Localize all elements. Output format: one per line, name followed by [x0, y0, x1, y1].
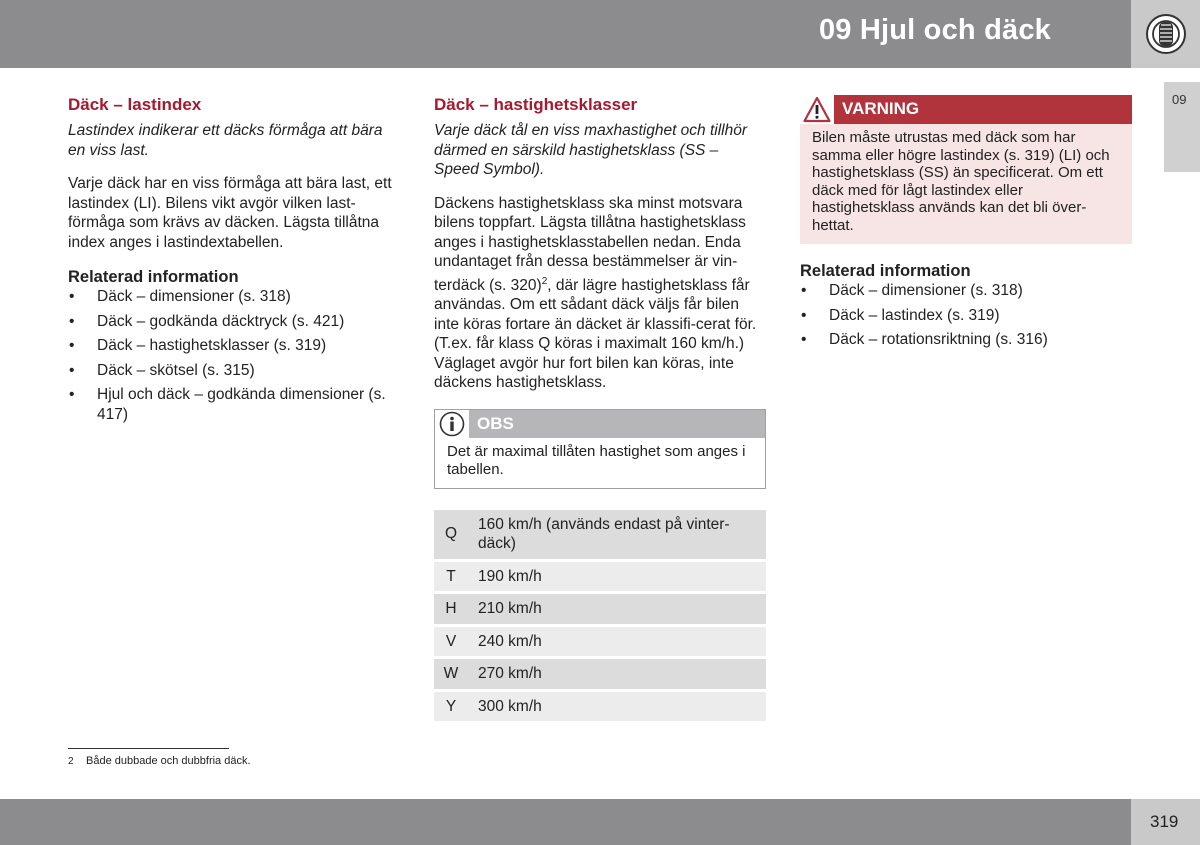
section-lead: Varje däck tål en viss maxhastighet och tillhör därmed en särskild hastighetsklass (SS – Speed Symbol).: [434, 122, 748, 178]
warning-box: [800, 95, 1132, 244]
table-row: [434, 659, 766, 689]
section-body: Varje däck har en viss förmåga att bära last, ett lastindex (LI). Bilens vikt avgör vilken last-förmåga som krävs av däcken. Lägsta tillåtna index anges i lastindextabellen.: [68, 175, 392, 251]
bullet-icon: •: [69, 361, 75, 379]
speed-value: 190 km/h: [468, 562, 766, 592]
footnote-text: Både dubbade och dubbfria däck.: [86, 755, 251, 767]
footnote-number: 2: [68, 756, 74, 767]
speed-code: H: [434, 594, 468, 624]
speed-code: Y: [434, 692, 468, 722]
table-row: [434, 562, 766, 592]
warning-label: VARNING: [842, 99, 920, 118]
info-icon: [439, 411, 465, 437]
header-icon-box: [1131, 0, 1200, 68]
chapter-side-tab[interactable]: [1164, 82, 1200, 172]
page-number: 319: [1150, 812, 1179, 831]
bullet-icon: •: [69, 288, 75, 305]
table-row: [434, 627, 766, 657]
related-link[interactable]: • Däck – hastighetsklasser (s. 319): [69, 337, 327, 354]
speed-code: T: [434, 562, 468, 592]
related-link[interactable]: • Däck – godkända däcktryck (s. 421): [69, 312, 345, 330]
related-list: [68, 287, 398, 424]
bullet-icon: •: [69, 386, 75, 403]
speed-code: V: [434, 627, 468, 657]
section-speed-class: [434, 95, 766, 724]
section-heading: Däck – lastindex: [68, 95, 202, 114]
speed-class-table: [434, 507, 766, 725]
bullet-icon: •: [801, 331, 807, 348]
related-heading: Relaterad information: [800, 262, 971, 280]
warning-header: [800, 95, 1132, 124]
warning-triangle-icon: [803, 96, 831, 123]
table-row: [434, 692, 766, 722]
chapter-side-tab-label: 09: [1172, 92, 1187, 107]
footnote: [68, 755, 251, 767]
section-load-index: [68, 95, 398, 429]
footnote-rule: [68, 748, 229, 749]
speed-code: Q: [434, 510, 468, 559]
note-header: [435, 410, 765, 438]
tire-icon: [1145, 13, 1187, 55]
footer-page-box: [1131, 799, 1200, 845]
related-link[interactable]: • Däck – rotationsriktning (s. 316): [801, 331, 1048, 348]
speed-value: 300 km/h: [468, 692, 766, 722]
note-box: [434, 409, 766, 489]
related-link[interactable]: • Hjul och däck – godkända dimensioner (s. 417): [69, 386, 386, 423]
bullet-icon: •: [801, 306, 807, 324]
footer-bar: [0, 799, 1131, 845]
section-body: Däckens hastighetsklass ska minst motsvara bilens toppfart. Lägsta tillåtna hastighetsklass anges i hastighetsklasstabellen nedan. Enda undantaget från dessa bestämmelser är vin-terdäck (s. 320)$^2$, där lägre hastighetsklass får användas. Om ett sådant däck väljs får bilen inte köras fortare än däcket är klassifi-cerat för. (T.ex. får klass Q köras i maximalt 160 km/h.) Väglaget avgör hur fort bilen kan köras, inte däckens hastighetsklass.: [434, 194, 757, 392]
header-bar: [0, 0, 1131, 68]
section-warning: [800, 95, 1132, 355]
warning-text: Bilen måste utrustas med däck som har samma eller högre lastindex (s. 319) (LI) och hastighetsklass (SS) än specificerat. Om ett däck med för lågt lastindex eller hastighetsklass används kan det bli över-hettat.: [812, 129, 1110, 234]
related-heading: Relaterad information: [68, 268, 239, 286]
related-link[interactable]: • Däck – lastindex (s. 319): [801, 306, 1000, 324]
footnote-ref[interactable]: 2: [541, 275, 548, 287]
note-label: OBS: [477, 413, 514, 433]
bullet-icon: •: [69, 337, 75, 354]
section-lead: Lastindex indikerar ett däcks förmåga att bära en viss last.: [68, 122, 383, 159]
related-link[interactable]: • Däck – dimensioner (s. 318): [801, 282, 1023, 299]
chapter-title: 09 Hjul och däck: [818, 14, 1051, 46]
speed-value: 210 km/h: [468, 594, 766, 624]
note-text: Det är maximal tillåten hastighet som anges i tabellen.: [447, 442, 746, 478]
table-row: [434, 510, 766, 559]
speed-value: 270 km/h: [468, 659, 766, 689]
speed-code: W: [434, 659, 468, 689]
related-link[interactable]: • Däck – dimensioner (s. 318): [69, 288, 291, 305]
bullet-icon: •: [801, 282, 807, 299]
table-row: [434, 594, 766, 624]
related-list: [800, 281, 1132, 350]
bullet-icon: •: [69, 312, 75, 330]
speed-value: 160 km/h (används endast på vinter-däck): [468, 510, 766, 559]
speed-value: 240 km/h: [468, 627, 766, 657]
related-link[interactable]: • Däck – skötsel (s. 315): [69, 361, 255, 379]
section-heading: Däck – hastighetsklasser: [434, 95, 638, 114]
